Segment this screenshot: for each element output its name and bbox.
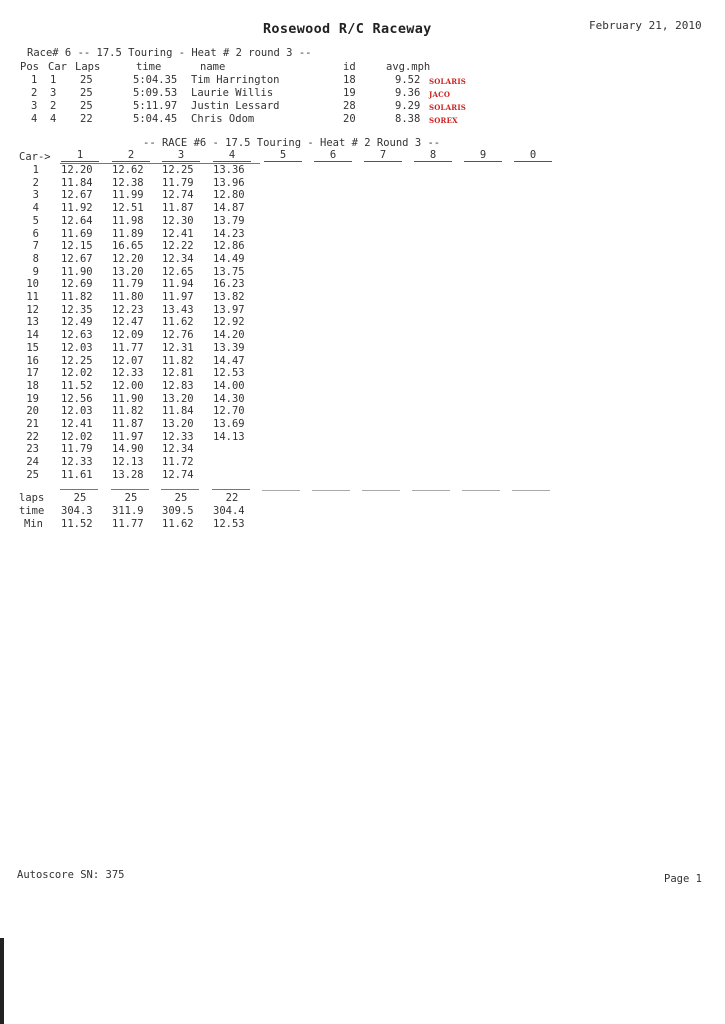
footer-serial: Autoscore SN: 375	[17, 869, 125, 881]
separator-dash	[262, 490, 300, 491]
lap-number: 20	[26, 405, 39, 418]
lap-time: 12.09	[112, 329, 144, 342]
lap-number: 5	[32, 214, 39, 227]
lap-time: 12.63	[61, 329, 93, 342]
total-time: 304.4	[213, 505, 245, 517]
scan-edge-artifact	[0, 938, 4, 1024]
lap-number: 10	[26, 278, 39, 291]
lap-time: 14.00	[213, 379, 245, 392]
lap-time: 13.20	[162, 418, 194, 430]
avg-mph: 9.36	[395, 87, 421, 99]
totals-time-label: time	[19, 505, 45, 517]
car-column-header: 3	[162, 149, 200, 162]
lap-time: 11.90	[112, 392, 144, 405]
lap-time: 16.65	[112, 240, 144, 253]
lap-time: 13.75	[213, 265, 245, 278]
lap-time: 12.41	[61, 418, 93, 430]
lap-time: 12.00	[112, 379, 144, 392]
sponsor-tag: SOREX	[429, 116, 458, 125]
lap-time: 12.47	[112, 316, 144, 329]
lap-time: 12.69	[61, 278, 93, 291]
total-laps: 25	[124, 492, 138, 504]
lap-time: 11.84	[162, 405, 194, 418]
lap-time: 12.03	[61, 341, 93, 354]
separator-dash	[111, 489, 149, 490]
lap-time: 12.83	[162, 379, 194, 392]
lap-time: 12.13	[112, 456, 144, 469]
lap-number: 22	[26, 430, 39, 443]
driver-id: 20	[343, 113, 356, 125]
lap-time: 12.33	[112, 367, 144, 380]
car-column-header: 9	[464, 149, 502, 162]
result-time: 5:04.35	[133, 74, 178, 86]
separator-dash	[512, 490, 550, 491]
lap-time: 11.84	[61, 176, 93, 189]
footer-page: Page 1	[664, 873, 702, 885]
car-column-header: 8	[414, 149, 452, 162]
lap-time: 12.33	[162, 430, 194, 443]
min-lap-time: 11.77	[112, 518, 144, 530]
total-laps: 25	[174, 492, 188, 504]
lap-number: 18	[26, 379, 39, 392]
separator-dash	[212, 489, 250, 490]
lap-number: 21	[26, 418, 39, 430]
col-name-header: name	[200, 61, 226, 73]
separator-dash	[462, 490, 500, 491]
lap-number: 17	[26, 367, 39, 380]
result-laps: 22	[80, 113, 93, 125]
lap-time: 12.23	[112, 303, 144, 316]
totals-laps-label: laps	[19, 492, 45, 504]
result-pos: 4	[31, 113, 38, 125]
lap-time: 12.53	[213, 367, 245, 380]
lap-time: 12.35	[61, 303, 93, 316]
result-time: 5:11.97	[133, 100, 178, 112]
lap-time: 12.80	[213, 189, 245, 202]
lap-time: 12.25	[162, 164, 194, 176]
lap-time: 14.90	[112, 443, 144, 456]
lap-number: 12	[26, 303, 39, 316]
lap-time: 13.28	[112, 468, 144, 481]
lap-time: 13.36	[213, 164, 245, 176]
lap-time: 12.86	[213, 240, 245, 253]
col-time-header: time	[136, 61, 162, 73]
total-time: 309.5	[162, 505, 194, 517]
lap-time: 13.69	[213, 418, 245, 430]
lap-time: 13.97	[213, 303, 245, 316]
lap-number: 1	[32, 164, 39, 176]
lap-time: 14.30	[213, 392, 245, 405]
result-laps: 25	[80, 87, 93, 99]
car-column-header: 4	[213, 149, 251, 162]
result-pos: 2	[31, 87, 38, 99]
lap-time: 11.98	[112, 214, 144, 227]
result-car: 1	[50, 74, 57, 86]
lap-number: 15	[26, 341, 39, 354]
car-column-header: 7	[364, 149, 402, 162]
total-laps: 25	[73, 492, 87, 504]
totals-min-label: Min	[24, 518, 43, 530]
result-car: 2	[50, 100, 57, 112]
lap-number: 14	[26, 329, 39, 342]
lap-number: 7	[32, 240, 39, 253]
sponsor-tag: SOLARIS	[429, 77, 467, 86]
result-pos: 1	[31, 74, 38, 86]
driver-name: Justin Lessard	[191, 100, 280, 112]
lap-time: 12.76	[162, 329, 194, 342]
lap-time: 11.87	[162, 202, 194, 215]
lap-number: 9	[32, 265, 39, 278]
lap-time: 12.51	[112, 202, 144, 215]
lap-time: 11.99	[112, 189, 144, 202]
lap-time: 14.23	[213, 227, 245, 240]
lap-time: 12.34	[162, 443, 194, 456]
sponsor-tag: JACO	[429, 90, 451, 99]
car-column-header: 0	[514, 149, 552, 162]
lap-time: 12.34	[162, 252, 194, 265]
lap-time: 12.92	[213, 316, 245, 329]
lap-time: 12.20	[61, 164, 93, 176]
lap-number: 4	[32, 202, 39, 215]
lap-time: 16.23	[213, 278, 245, 291]
avg-mph: 9.29	[395, 100, 421, 112]
lap-time: 12.33	[61, 456, 93, 469]
result-time: 5:09.53	[133, 87, 178, 99]
lap-time: 12.67	[61, 252, 93, 265]
lap-time: 12.02	[61, 430, 93, 443]
lap-time: 11.82	[162, 354, 194, 367]
lap-time: 12.41	[162, 227, 194, 240]
lap-time: 12.07	[112, 354, 144, 367]
lap-time: 11.89	[112, 227, 144, 240]
lap-time: 11.69	[61, 227, 93, 240]
lap-time: 12.03	[61, 405, 93, 418]
lap-time: 12.74	[162, 189, 194, 202]
driver-name: Chris Odom	[191, 113, 255, 125]
lap-time: 13.79	[213, 214, 245, 227]
min-lap-time: 12.53	[213, 518, 245, 530]
lap-time: 11.72	[162, 456, 194, 469]
lap-time: 13.39	[213, 341, 245, 354]
lap-time: 11.52	[61, 379, 93, 392]
lap-time: 14.87	[213, 202, 245, 215]
lap-number: 2	[32, 176, 39, 189]
driver-name: Tim Harrington	[191, 74, 280, 86]
lap-time: 14.47	[213, 354, 245, 367]
result-time: 5:04.45	[133, 113, 178, 125]
avg-mph: 9.52	[395, 74, 421, 86]
lap-time: 12.56	[61, 392, 93, 405]
result-pos: 3	[31, 100, 38, 112]
lap-time: 13.96	[213, 176, 245, 189]
car-column-header: 2	[112, 149, 150, 162]
lap-time: 12.15	[61, 240, 93, 253]
lap-time: 12.62	[112, 164, 144, 176]
lap-time: 13.20	[162, 392, 194, 405]
lap-time: 12.30	[162, 214, 194, 227]
lap-time: 11.92	[61, 202, 93, 215]
lap-number: 16	[26, 354, 39, 367]
lap-time: 12.81	[162, 367, 194, 380]
lap-time: 11.61	[61, 468, 93, 481]
separator-dash	[312, 490, 350, 491]
result-car: 4	[50, 113, 57, 125]
min-lap-time: 11.52	[61, 518, 93, 530]
driver-id: 28	[343, 100, 356, 112]
lap-time: 12.38	[112, 176, 144, 189]
lap-number: 24	[26, 456, 39, 469]
driver-id: 19	[343, 87, 356, 99]
separator-dash	[412, 490, 450, 491]
separator-dash	[362, 490, 400, 491]
lap-time: 13.43	[162, 303, 194, 316]
lap-number: 6	[32, 227, 39, 240]
lap-time: 12.70	[213, 405, 245, 418]
lap-time: 12.20	[112, 252, 144, 265]
lap-time: 13.82	[213, 291, 245, 303]
lap-number: 19	[26, 392, 39, 405]
col-id-header: id	[343, 61, 356, 73]
driver-name: Laurie Willis	[191, 87, 274, 99]
lap-time: 11.80	[112, 291, 144, 303]
lap-time: 11.82	[112, 405, 144, 418]
result-car: 3	[50, 87, 57, 99]
car-label: Car->	[19, 151, 51, 163]
lap-time: 14.13	[213, 430, 245, 443]
lap-time: 12.49	[61, 316, 93, 329]
lap-time: 12.22	[162, 240, 194, 253]
lap-number: 13	[26, 316, 39, 329]
lap-time: 11.77	[112, 341, 144, 354]
lap-number: 25	[26, 468, 39, 481]
car-column-header: 6	[314, 149, 352, 162]
total-time: 304.3	[61, 505, 93, 517]
lap-time: 11.97	[112, 430, 144, 443]
car-column-header: 1	[61, 149, 99, 162]
lap-time: 11.90	[61, 265, 93, 278]
lap-time: 13.20	[112, 265, 144, 278]
sponsor-tag: SOLARIS	[429, 103, 467, 112]
lap-time: 12.25	[61, 354, 93, 367]
lap-number: 23	[26, 443, 39, 456]
lap-time: 12.31	[162, 341, 194, 354]
lap-time: 14.20	[213, 329, 245, 342]
lap-number: 3	[32, 189, 39, 202]
result-laps: 25	[80, 74, 93, 86]
car-column-header: 5	[264, 149, 302, 162]
total-time: 311.9	[112, 505, 144, 517]
lap-time: 11.79	[61, 443, 93, 456]
report-date: February 21, 2010	[589, 19, 702, 32]
lap-time: 11.94	[162, 278, 194, 291]
lap-time: 12.74	[162, 468, 194, 481]
avg-mph: 8.38	[395, 113, 421, 125]
lap-time: 12.64	[61, 214, 93, 227]
separator-dash	[161, 489, 199, 490]
col-laps-header: Laps	[75, 61, 101, 73]
lap-time: 11.79	[112, 278, 144, 291]
col-avg-header: avg.mph	[386, 61, 431, 73]
lap-time: 11.62	[162, 316, 194, 329]
total-laps: 22	[225, 492, 239, 504]
lap-number: 8	[32, 252, 39, 265]
race-summary-title: Race# 6 -- 17.5 Touring - Heat # 2 round 3 --	[27, 47, 312, 59]
lap-time: 14.49	[213, 252, 245, 265]
separator-dash	[60, 489, 98, 490]
lap-time: 11.87	[112, 418, 144, 430]
page-title: Rosewood R/C Raceway	[263, 21, 432, 37]
lap-time: 11.79	[162, 176, 194, 189]
lap-time: 12.02	[61, 367, 93, 380]
lap-time: 12.65	[162, 265, 194, 278]
lap-time: 12.67	[61, 189, 93, 202]
min-lap-time: 11.62	[162, 518, 194, 530]
col-car-header: Car	[48, 61, 67, 73]
col-pos-header: Pos	[20, 61, 39, 73]
lap-time: 11.97	[162, 291, 194, 303]
driver-id: 18	[343, 74, 356, 86]
lap-number: 11	[26, 291, 39, 303]
lap-time: 11.82	[61, 291, 93, 303]
lap-section-title: -- RACE #6 - 17.5 Touring - Heat # 2 Round 3 --	[143, 137, 441, 149]
result-laps: 25	[80, 100, 93, 112]
